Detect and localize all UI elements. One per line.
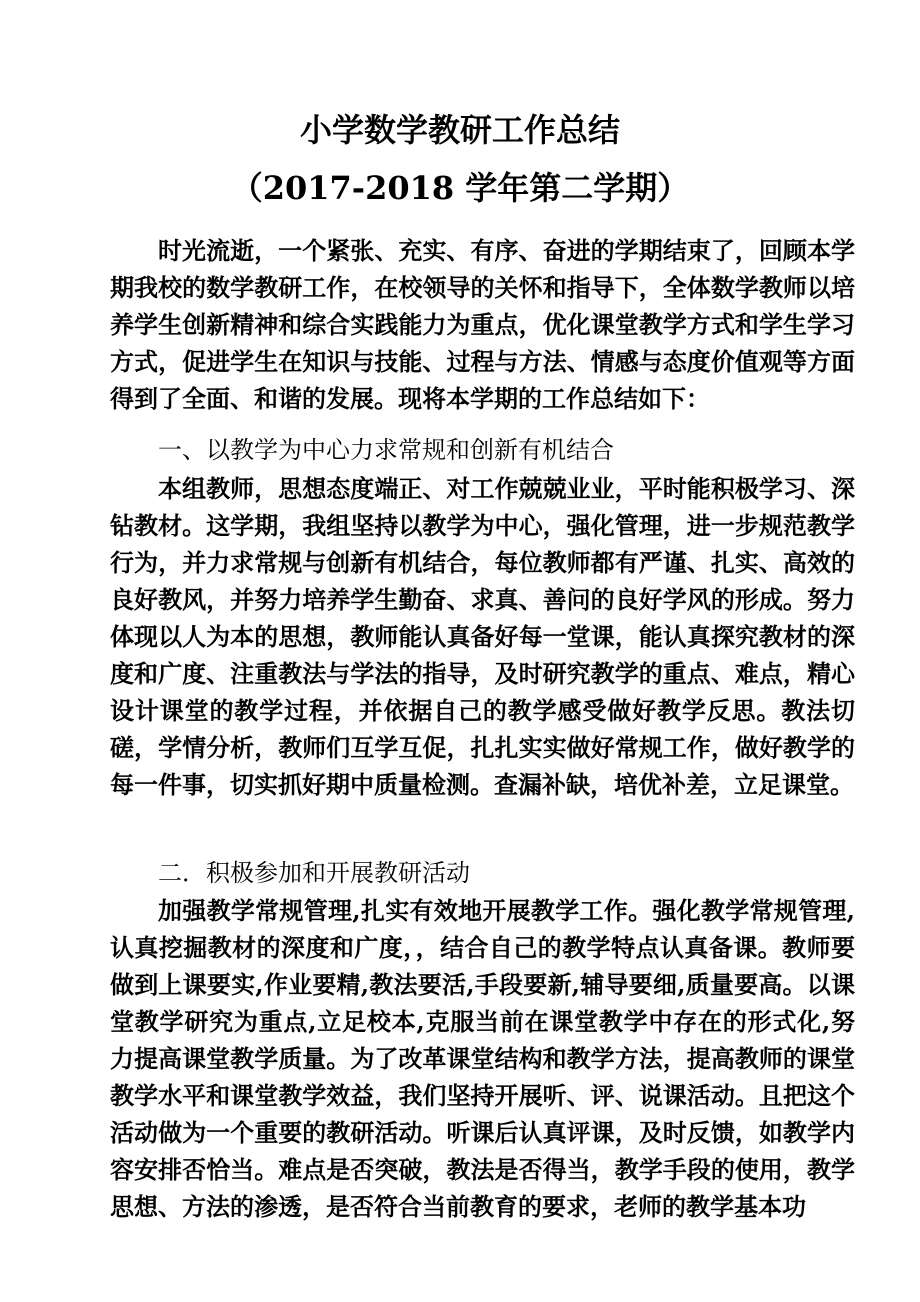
section-2-heading: 二．积极参加和开展教研活动 xyxy=(158,859,470,887)
document-subtitle: （2017-2018 学年第二学期） xyxy=(230,169,690,207)
section-1-heading: 一、以教学为中心力求常规和创新有机结合 xyxy=(158,436,614,464)
section-1-paragraph: 本组教师，思想态度端正、对工作兢兢业业，平时能积极学习、深钻教材。这学期，我组坚持以教学为中心，强化管理，进一步规范教学行为，并力求常规与创新有机结合，每位教师都有严谨、扎实、高效的良好教风，并努力培养学生勤奋、求真、善问的良好学风的形成。努力体现以人为本的思想，教师能认真备好每一堂课，能认真探究教材的深度和广度、注重教法与学法的指导，及时研究教学的重点、难点，精心设计课堂的教学过程，并依据自己的教学感受做好教学反思。教法切磋，学情分析，教师们互学互促，扎扎实实做好常规工作，做好教学的每一件事，切实抓好期中质量检测。查漏补缺，培优补差，立足课堂。 xyxy=(110,474,855,799)
section-2-paragraph: 加强教学常规管理,扎实有效地开展教学工作。强化教学常规管理,认真挖掘教材的深度和广度，，结合自己的教学特点认真备课。教师要做到上课要实,作业要精,教法要活,手段要新,辅导要细,质量要高。以课堂教学研究为重点,立足校本,克服当前在课堂教学中存在的形式化,努力提高课堂教学质量。为了改革课堂结构和教学方法，提高教师的课堂教学水平和课堂教学效益，我们坚持开展听、评、说课活动。且把这个活动做为一个重要的教研活动。听课后认真评课，及时反馈，如教学内容安排否恰当。难点是否突破，教法是否得当，教学手段的使用，教学思想、方法的渗透，是否符合当前教育的要求，老师的教学基本功 xyxy=(110,896,855,1221)
intro-paragraph: 时光流逝，一个紧张、充实、有序、奋进的学期结束了，回顾本学期我校的数学教研工作，在校领导的关怀和指导下，全体数学教师以培养学生创新精神和综合实践能力为重点，优化课堂教学方式和学生学习方式，促进学生在知识与技能、过程与方法、情感与态度价值观等方面得到了全面、和谐的发展。现将本学期的工作总结如下： xyxy=(110,236,855,413)
document-title: 小学数学教研工作总结 xyxy=(299,111,620,149)
